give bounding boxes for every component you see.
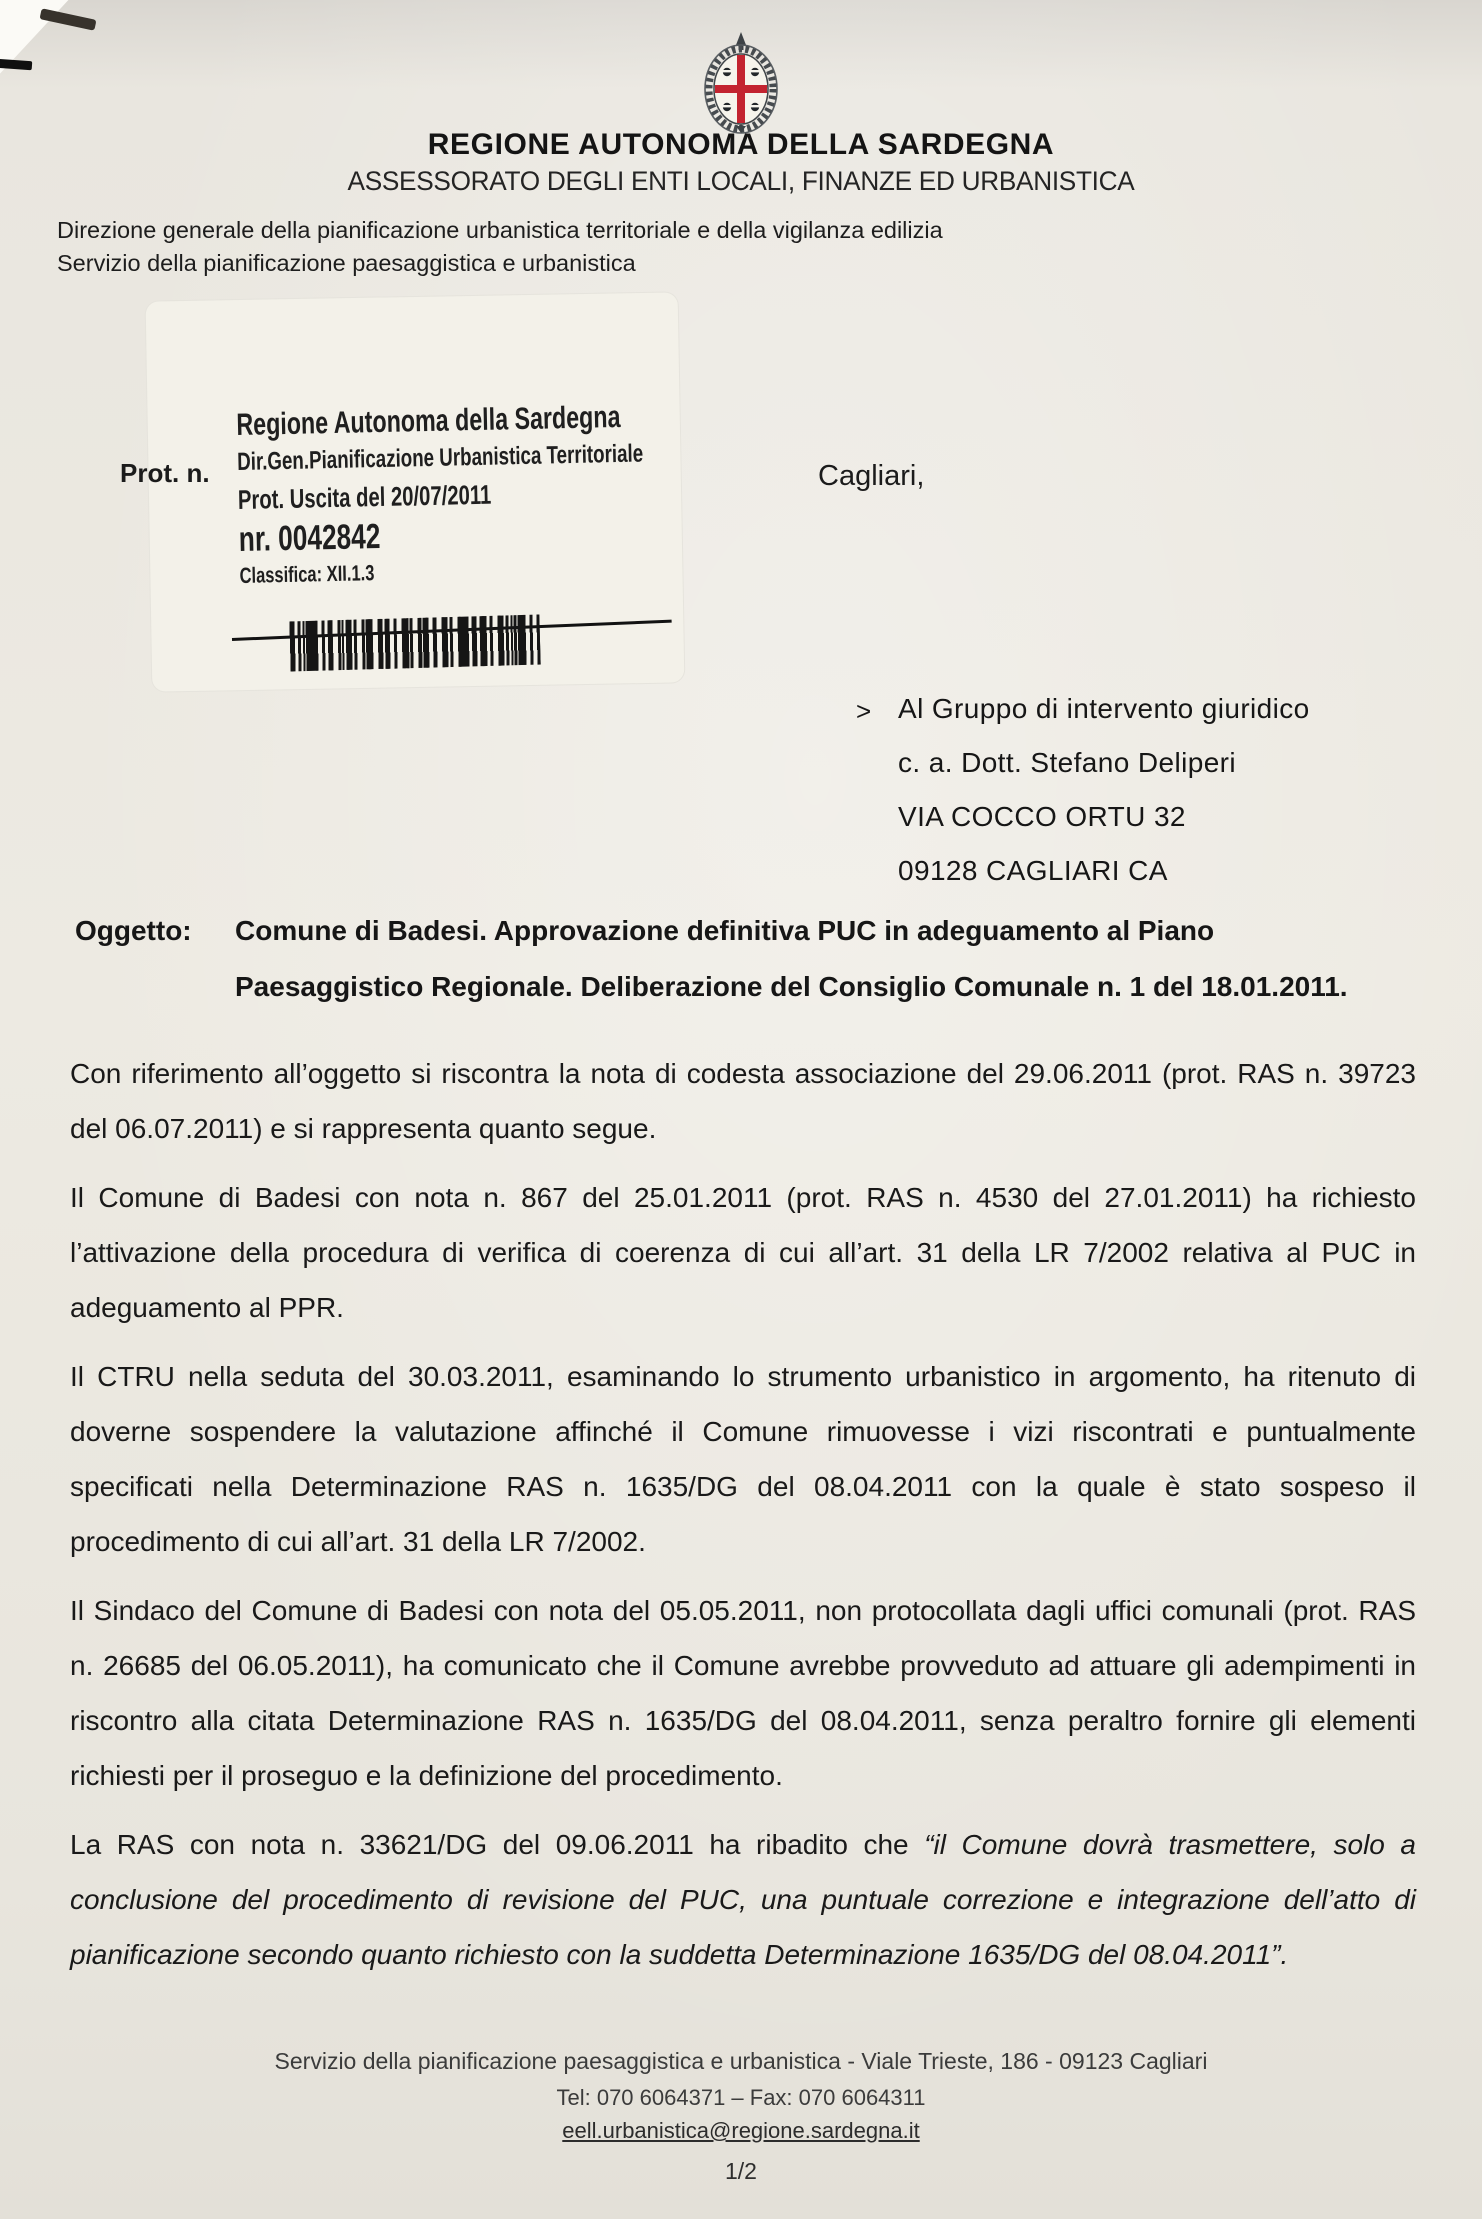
subject-text: Comune di Badesi. Approvazione definitiva PUC in adeguamento al Piano Paesaggistico Regionale. Deliberazione del Consiglio Comunale n. 1 del 18.01.2011. (235, 915, 1348, 1002)
department-block (57, 214, 943, 280)
recipient-line: c. a. Dott. Stefano Deliperi (898, 747, 1237, 778)
body-paragraph-final (70, 1817, 1416, 1982)
recipient-line: VIA COCCO ORTU 32 (898, 801, 1186, 832)
stamp-org-line: Regione Autonoma della Sardegna (236, 398, 621, 442)
footer-phone-fax: Tel: 070 6064371 – Fax: 070 6064311 (556, 2085, 926, 2110)
footer-email-row (0, 2118, 1482, 2144)
recipient-line: 09128 CAGLIARI CA (898, 855, 1168, 886)
org-subtitle: ASSESSORATO DEGLI ENTI LOCALI, FINANZE ED URBANISTICA (347, 166, 1135, 196)
letter-body (70, 1046, 1416, 1996)
stamp-classification-line: Classifica: XII.1.3 (239, 560, 375, 588)
subject-label: Oggetto: (75, 915, 192, 946)
footer-email-link[interactable]: eell.urbanistica@regione.sardegna.it (562, 2118, 920, 2143)
department-line-1: Direzione generale della pianificazione urbanistica territoriale e della vigilanza edilizia (57, 217, 943, 243)
body-paragraph: Il Sindaco del Comune di Badesi con nota del 05.05.2011, non protocollata dagli uffici comunali (prot. RAS n. 26685 del 06.05.2011), ha comunicato che il Comune avrebbe provveduto ad attuare gli adempimenti in riscontro alla citata Determinazione RAS n. 1635/DG del 08.04.2011, senza peraltro fornire gli elementi richiesti per il proseguo e la definizione del procedimento. (70, 1595, 1416, 1791)
body-paragraph: Il Comune di Badesi con nota n. 867 del 25.01.2011 (prot. RAS n. 4530 del 27.01.2011) ha richiesto l’attivazione della procedura di verifica di coerenza di cui all’art. 31 della LR 7/2002 relativa al PUC in adeguamento al PPR. (70, 1182, 1416, 1323)
place-line: Cagliari, (818, 460, 925, 492)
stamp-number-line: nr. 0042842 (238, 517, 381, 559)
subject-block (75, 903, 1410, 1015)
final-paragraph-lead: La RAS con nota n. 33621/DG del 09.06.2011 ha ribadito che (70, 1829, 925, 1860)
stamp-direction-line: Dir.Gen.Pianificazione Urbanistica Territoriale (236, 439, 644, 476)
protocol-number-label: Prot. n. (120, 458, 210, 488)
stamp-date-line: Prot. Uscita del 20/07/2011 (237, 479, 492, 515)
body-paragraph: Il CTRU nella seduta del 30.03.2011, esaminando lo strumento urbanistico in argomento, ha ritenuto di doverne sospendere la valutazione affinché il Comune rimuovesse i vizi riscontrati e puntualmente specificati nella Determinazione RAS n. 1635/DG del 08.04.2011 con la quale è stato sospeso il procedimento di cui all’art. 31 della LR 7/2002. (70, 1361, 1416, 1557)
protocol-stamp (236, 395, 781, 592)
scan-dash-artifact (0, 59, 32, 70)
sardinia-coat-of-arms-icon (695, 32, 787, 139)
department-line-2: Servizio della pianificazione paesaggistica e urbanistica (57, 250, 636, 276)
page-number: 1/2 (725, 2158, 757, 2184)
protocol-barcode (289, 615, 540, 672)
footer-address: Servizio della pianificazione paesaggistica e urbanistica - Viale Trieste, 186 - 09123 Cagliari (274, 2048, 1208, 2074)
recipient-marker: > (856, 696, 872, 726)
recipient-block (856, 682, 1310, 898)
org-title: REGIONE AUTONOMA DELLA SARDEGNA (427, 128, 1055, 161)
final-paragraph-quote: “il Comune dovrà trasmettere, solo a conclusione del procedimento di revisione del PUC, una puntuale correzione e integrazione dell’atto di pianificazione secondo quanto richiesto con la suddetta Determinazione 1635/DG del 08.04.2011”. (70, 1829, 1417, 1970)
body-paragraph: Con riferimento all’oggetto si riscontra la nota di codesta associazione del 29.06.2011 (prot. RAS n. 39723 del 06.07.2011) e si rappresenta quanto segue. (70, 1058, 1416, 1144)
letter-footer (0, 2048, 1482, 2185)
scan-stripe-artifact (39, 8, 96, 30)
recipient-line: Al Gruppo di intervento giuridico (898, 693, 1310, 724)
